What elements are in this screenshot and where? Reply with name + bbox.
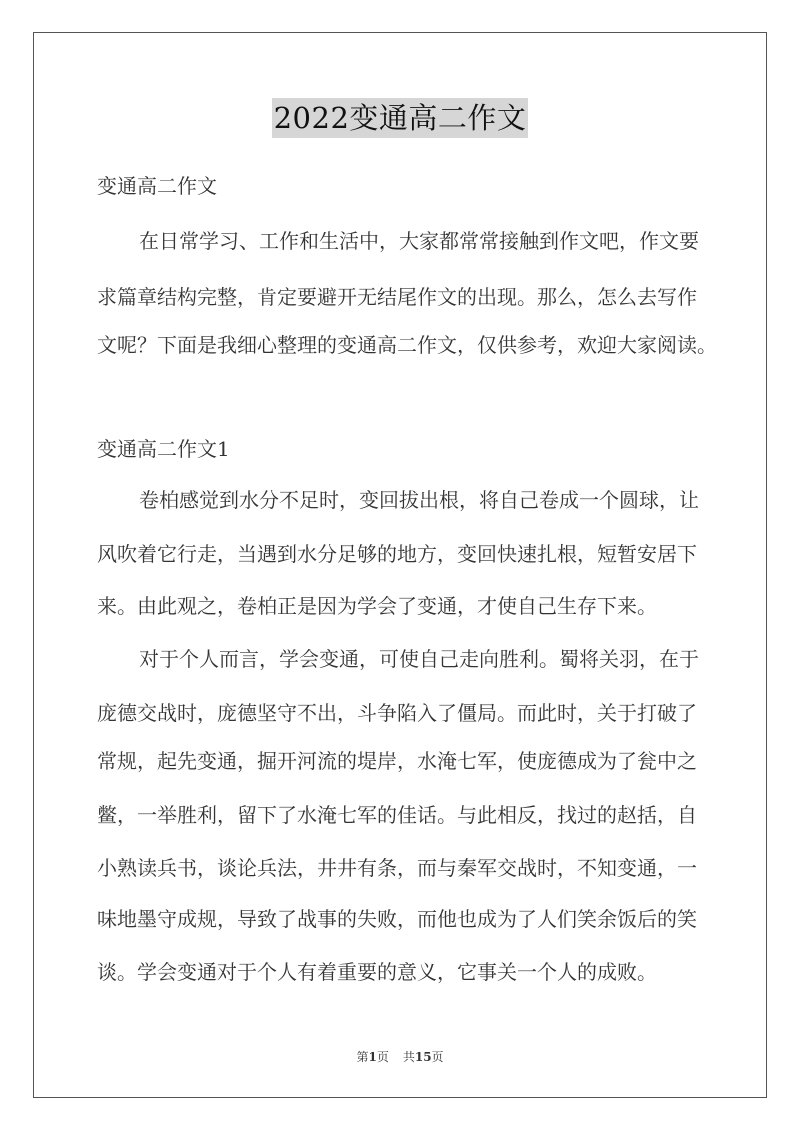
subtitle: 变通高二作文 xyxy=(97,174,217,198)
page-suffix: 页 xyxy=(376,1050,389,1064)
page-prefix: 第 xyxy=(356,1050,369,1064)
total-suffix: 页 xyxy=(431,1050,444,1064)
intro-line-1: 在日常学习、工作和生活中，大家都常常接触到作文吧，作文要 xyxy=(139,229,699,253)
page-footer xyxy=(0,1048,800,1065)
para1-line-3: 来。由此观之，卷柏正是因为学会了变通，才使自己生存下来。 xyxy=(97,594,657,618)
page-total: 15 xyxy=(414,1050,432,1064)
para2-line-7: 谈。学会变通对于个人有着重要的意义，它事关一个人的成败。 xyxy=(97,960,657,984)
intro-line-3: 文呢？下面是我细心整理的变通高二作文，仅供参考，欢迎大家阅读。 xyxy=(97,333,717,357)
document-title: 2022变通高二作文 xyxy=(272,98,529,138)
para1-line-1: 卷柏感觉到水分不足时，变回拔出根，将自己卷成一个圆球，让 xyxy=(139,488,699,512)
title-container xyxy=(0,98,800,138)
section-heading: 变通高二作文1 xyxy=(97,437,230,461)
para2-line-3: 常规，起先变通，掘开河流的堤岸，水淹七军，使庞德成为了瓮中之 xyxy=(97,749,697,773)
para1-line-2: 风吹着它行走，当遇到水分足够的地方，变回快速扎根，短暂安居下 xyxy=(97,542,697,566)
para2-line-4: 鳖，一举胜利，留下了水淹七军的佳话。与此相反，找过的赵括，自 xyxy=(97,803,697,827)
para2-line-2: 庞德交战时，庞德坚守不出，斗争陷入了僵局。而此时，关于打破了 xyxy=(97,701,697,725)
para2-line-6: 味地墨守成规，导致了战事的失败，而他也成为了人们笑余饭后的笑 xyxy=(97,907,697,931)
para2-line-1: 对于个人而言，学会变通，可使自己走向胜利。蜀将关羽，在于 xyxy=(139,647,699,671)
total-prefix: 共 xyxy=(402,1050,415,1064)
page-current: 1 xyxy=(368,1050,377,1064)
para2-line-5: 小熟读兵书，谈论兵法，井井有条，而与秦军交战时，不知变通，一 xyxy=(97,856,697,880)
intro-line-2: 求篇章结构完整，肯定要避开无结尾作文的出现。那么，怎么去写作 xyxy=(97,285,697,309)
